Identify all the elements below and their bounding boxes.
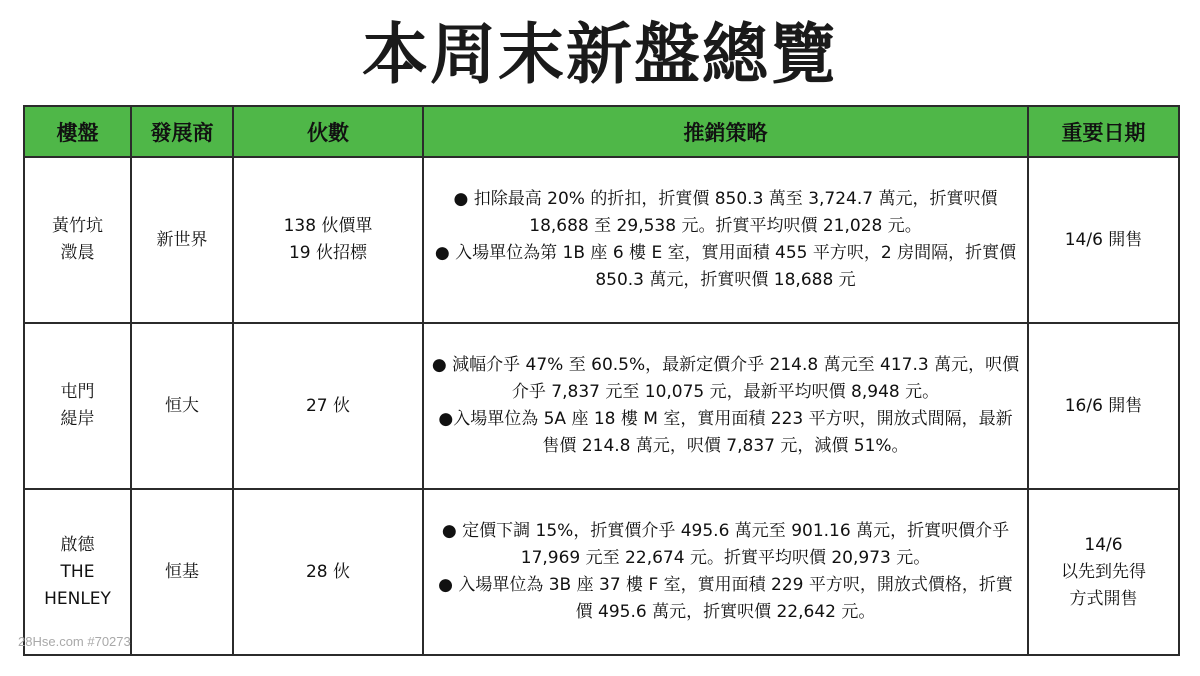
watermark: 28Hse.com #70273 (18, 634, 131, 649)
strategy-bullet: ● 入場單位為第 1B 座 6 樓 E 室，實用面積 455 平方呎，2 房間隔，折實價 850.3 萬元，折實呎價 18,688 元 (434, 243, 1017, 290)
date-cell (1028, 489, 1179, 655)
project-name-line: THE (60, 561, 95, 582)
units-cell (233, 157, 423, 323)
date-cell (1028, 323, 1179, 489)
header-strategy: 推銷策略 (423, 106, 1028, 157)
header-date: 重要日期 (1028, 106, 1179, 157)
table-row (24, 157, 1179, 323)
table-row (24, 489, 1179, 655)
page-title: 本周末新盤總覽 (362, 15, 838, 93)
strategy-bullet: ● 扣除最高 20% 的折扣，折實價 850.3 萬至 3,724.7 萬元，折實呎價 18,688 至 29,538 元。折實平均呎價 21,028 元。 (453, 189, 998, 236)
project-cell (24, 157, 131, 323)
strategy-bullet: ●入場單位為 5A 座 18 樓 M 室，實用面積 223 平方呎，開放式間隔，最新售價 214.8 萬元，呎價 7,837 元，減價 51%。 (438, 409, 1013, 456)
table-header-row (24, 106, 1179, 157)
units-line: 27 伙 (305, 395, 351, 416)
new-projects-table (23, 105, 1180, 656)
strategy-cell (423, 157, 1028, 323)
date-line: 14/6 (1084, 534, 1123, 555)
strategy-cell (423, 323, 1028, 489)
project-name-line: 澂晨 (60, 243, 95, 263)
project-cell (24, 489, 131, 655)
units-cell (233, 323, 423, 489)
date-line: 16/6 開售 (1064, 395, 1143, 416)
header-project: 樓盤 (24, 106, 131, 157)
header-units: 伙數 (233, 106, 423, 157)
units-line: 138 伙價單 (283, 216, 373, 236)
header-developer: 發展商 (131, 106, 233, 157)
units-cell (233, 489, 423, 655)
units-line: 19 伙招標 (288, 243, 368, 263)
project-name-line: 啟德 (60, 534, 95, 555)
date-line: 方式開售 (1069, 588, 1138, 609)
date-line: 以先到先得 (1061, 561, 1146, 582)
project-cell (24, 323, 131, 489)
developer-cell: 恒大 (131, 323, 233, 489)
developer-cell: 恒基 (131, 489, 233, 655)
units-line: 28 伙 (305, 561, 351, 582)
table-row (24, 323, 1179, 489)
project-name-line: 屯門 (60, 382, 95, 402)
strategy-bullet: ● 入場單位為 3B 座 37 樓 F 室，實用面積 229 平方呎，開放式價格，折實價 495.6 萬元，折實呎價 22,642 元。 (438, 575, 1013, 622)
project-name-line: 黃竹坑 (52, 216, 103, 236)
date-cell (1028, 157, 1179, 323)
developer-cell: 新世界 (131, 157, 233, 323)
project-name-line: 緹岸 (60, 409, 95, 429)
strategy-bullet: ● 減幅介乎 47% 至 60.5%，最新定價介乎 214.8 萬元至 417.3 萬元，呎價介乎 7,837 元至 10,075 元，最新平均呎價 8,948 元。 (431, 355, 1020, 402)
strategy-cell (423, 489, 1028, 655)
date-line: 14/6 開售 (1064, 229, 1143, 250)
project-name-line: HENLEY (44, 588, 111, 609)
strategy-bullet: ● 定價下調 15%，折實價介乎 495.6 萬元至 901.16 萬元，折實呎價介乎 17,969 元至 22,674 元。折實平均呎價 20,973 元。 (441, 521, 1010, 568)
